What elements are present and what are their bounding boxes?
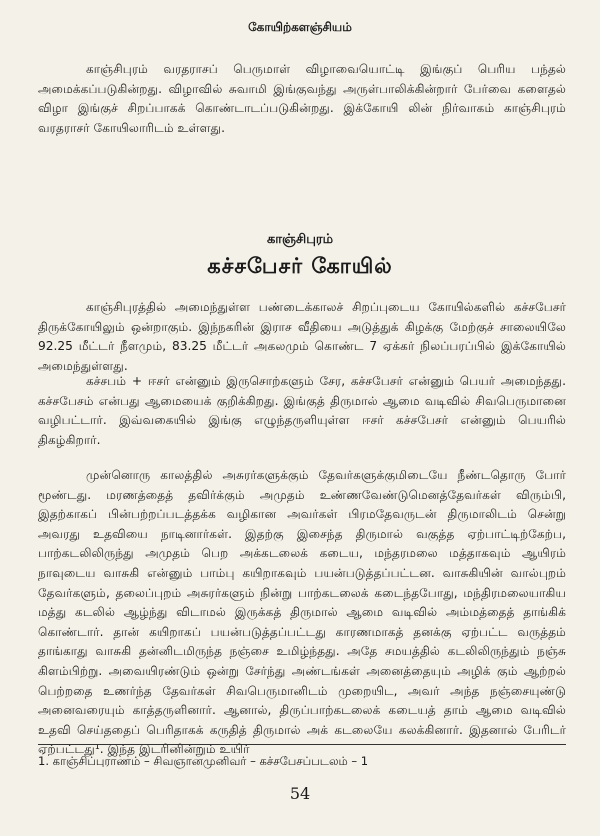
body-paragraph: கச்சபம் + ஈசர் என்னும் இருசொற்களும் சேர, கச்சபேசர் என்னும் பெயர் அமைந்தது. கச்சபேசம் என்பது ஆமையைக் குறிக்கிறது. இங்குத் திருமால் ஆமை வடிவில் சிவபெருமானை வழிபட்டார். இவ்வகையில் இங்கு எழுந்தருளியுள்ள ஈசர் கச்சபேசர் என்னும் பெயரில் திகழ்கிறார். bbox=[38, 374, 566, 447]
footnote-divider bbox=[38, 744, 566, 745]
page-number: 54 bbox=[289, 784, 311, 803]
body-paragraph: காஞ்சிபுரத்தில் அமைந்துள்ள பண்டைக்காலச் சிறப்புடைய கோயில்களில் கச்சபேசர் திருக்கோயிலும் ஒன்றாகும். இந்நகரின் இராச வீதியை அடுத்துக் கிழக்கு மேற்குச் சாலையிலே 92.25 மீட்டர் நீளமும், 83.25 மீட்டர் அகலமும் கொண்ட 7 ஏக்கர் நிலப்பரப்பில் இக்கோயில் அமைந்துள்ளது. bbox=[38, 300, 566, 373]
footnote: 1. காஞ்சிப்புராணம் – சிவஞானமுனிவர் – கச்சபேசப்படலம் – 1 bbox=[38, 754, 369, 768]
body-paragraph: முன்னொரு காலத்தில் அசுரர்களுக்கும் தேவர்களுக்குமிடையே நீண்டதொரு போர் மூண்டது. மரணத்தைத் தவிர்க்கும் அமுதம் உண்ணவேண்டுமெனத்தேவர்கள் விரும்பி, இதற்காகப் பின்பற்றப்படத்தக்க வழிகான அவர்கள் பிரமதேவருடன் திருமாலிடம் சென்று அவரது உதவியை நாடினார்கள். இதற்கு இசைந்த திருமால் வகுத்த ஏற்பாட்டிற்கேற்ப, பாற்கடலிலிருந்து அமுதம் பெற அக்கடலைக் கடைய, மந்தரமலை மத்தாகவும் ஆயிரம் நாவுடைய வாசுகி என்னும் பாம்பு கயிறாகவும் பயன்படுத்தப்பட்டன. வாசுகியின் வால்புறம் தேவர்களும், தலைப்புறம் அசுரர்களும் நின்று பாற்கடலைக் கடைந்தபோது, மந்திரமலையாகிய மத்து கடலில் ஆழ்ந்து விடாமல் இருக்கத் திருமால் ஆமை வடிவில் அம்மத்தைத் தாங்கிக் கொண்டார். தான் கயிறாகப் பயன்படுத்தப்பட்டது காரணமாகத் தனக்கு ஏற்பட்ட வருத்தம் தாங்காது வாசுகி தன்னிடமிருந்த நஞ்சை உமிழ்ந்தது. அதே சமயத்தில் கடலிலிருந்தும் நஞ்சு கிளம்பிற்று. அவையிரண்டும் ஒன்று சேர்ந்து அண்டங்கள் அனைத்தையும் அழிக் கும் ஆற்றல் பெற்றதை உணர்ந்த தேவர்கள் சிவபெருமானிடம் முறையிட, அவர் அந்த நஞ்சையுண்டு அனைவரையும் காத்தருளினார். ஆனால், திருப்பாற்கடலைக் கடையத் தாம் ஆமை வடிவில் உதவி செய்ததைப் பெரிதாகக் கருதித் திருமால் அக் கடலையே கலக்கினார். இதனால் பேரிடர் ஏற்பட்டது¹. இந்த இடரினின்றும் உயிர் bbox=[38, 468, 566, 757]
section-title: கச்சபேசர் கோயில் bbox=[207, 254, 393, 278]
intro-paragraph: காஞ்சிபுரம் வரதராசப் பெருமாள் விழாவையொட்டி இங்குப் பெரிய பந்தல் அமைக்கப்படுகின்றது. விழாவில் சுவாமி இங்குவந்து அருள்பாலிக்கின்றார் பேர்வை களைதல் விழா இங்குச் சிறப்பாகக் கொண்டாடப்படுகின்றது. இக்கோயி லின் நிர்வாகம் காஞ்சிபுரம் வரதராசர் கோயிலாரிடம் உள்ளது. bbox=[38, 62, 566, 135]
running-head: கோயிற்களஞ்சியம் bbox=[248, 20, 352, 34]
section-place-heading: காஞ்சிபுரம் bbox=[266, 232, 334, 247]
